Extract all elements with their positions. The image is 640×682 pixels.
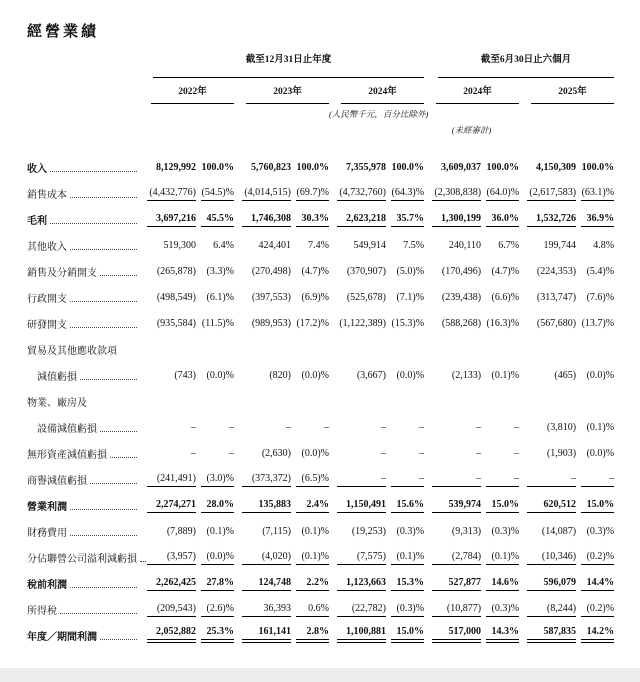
value-cell: 596,079 — [519, 565, 576, 591]
units-note-row — [27, 104, 614, 119]
percent-cell: – — [419, 448, 425, 460]
row-label-text: 無形資產減值虧損 — [27, 450, 107, 462]
value-cell: 587,835 — [519, 617, 576, 643]
table-row — [27, 539, 614, 565]
percent-cell: (0.0)% — [396, 370, 425, 382]
value-cell: (525,678) — [346, 292, 386, 304]
value-cell: – — [191, 422, 196, 434]
percent-cell: – — [481, 461, 519, 487]
percent-cell: 2.2% — [291, 565, 329, 591]
value-cell: (239,438) — [441, 292, 482, 304]
percent-cell: (64.0)% — [481, 175, 519, 201]
value-cell: 620,512 — [519, 487, 576, 513]
row-label-text: 收入 — [27, 164, 47, 176]
table-row — [27, 435, 614, 461]
percent-cell: (5.0)% — [396, 266, 425, 278]
percent-cell: (7.1)% — [396, 292, 425, 304]
row-label — [27, 383, 614, 409]
value-cell: (397,553) — [251, 292, 291, 304]
column-group-row — [27, 55, 614, 78]
year-header-2023: 2023年 — [234, 78, 329, 104]
percent-cell: 36.0% — [481, 201, 519, 227]
table-body — [27, 149, 614, 643]
percent-cell: (0.3)% — [481, 591, 519, 617]
value-cell: (743) — [174, 370, 196, 382]
percent-cell: (0.1)% — [206, 526, 234, 538]
row-label — [27, 565, 139, 591]
percent-cell: (0.1)% — [291, 539, 329, 565]
dot-leader — [100, 275, 137, 276]
value-cell: (241,491) — [139, 461, 196, 487]
percent-cell: 25.3% — [196, 617, 234, 643]
percent-cell: (0.2)% — [576, 539, 614, 565]
table-row — [27, 227, 614, 253]
spacer-cell — [27, 135, 614, 149]
percent-cell: (69.7)% — [291, 175, 329, 201]
label-column-header — [27, 55, 139, 78]
value-cell: 539,974 — [424, 487, 481, 513]
table-row — [27, 461, 614, 487]
units-note-spacer — [27, 104, 329, 119]
operating-results-table — [27, 55, 614, 643]
row-label-text: 商譽減值虧損 — [27, 476, 87, 488]
value-cell: – — [381, 448, 386, 460]
value-cell: (4,020) — [234, 539, 291, 565]
percent-cell: 100.0% — [391, 162, 425, 174]
value-cell: (935,584) — [156, 318, 196, 330]
value-cell: 161,141 — [234, 617, 291, 643]
percent-cell: (11.5)% — [201, 318, 234, 330]
percent-cell: (3.3)% — [206, 266, 234, 278]
value-cell: (370,907) — [346, 266, 386, 278]
value-cell: – — [424, 461, 481, 487]
value-cell: (820) — [269, 370, 291, 382]
value-cell: (4,014,515) — [234, 175, 291, 201]
dot-leader — [70, 535, 137, 536]
value-cell: – — [329, 461, 386, 487]
dot-leader — [60, 613, 137, 614]
dot-leader — [70, 197, 137, 198]
dot-leader — [80, 379, 137, 380]
percent-cell: (6.9)% — [301, 292, 329, 304]
percent-cell: 14.4% — [576, 565, 614, 591]
percent-cell: – — [229, 448, 234, 460]
percent-cell: 6.7% — [498, 240, 520, 252]
units-note: (人民幣千元，百分比除外) — [329, 109, 429, 120]
value-cell: (3,957) — [139, 539, 196, 565]
percent-cell: (0.1)% — [586, 422, 615, 434]
value-cell: 2,052,882 — [139, 617, 196, 643]
percent-cell: (13.7)% — [581, 318, 615, 330]
value-cell: (209,543) — [139, 591, 196, 617]
row-label — [27, 539, 139, 565]
value-cell: (498,549) — [156, 292, 196, 304]
value-cell: – — [519, 461, 576, 487]
percent-cell: (0.1)% — [481, 539, 519, 565]
table-row — [27, 409, 614, 435]
value-cell: 1,300,199 — [424, 201, 481, 227]
value-cell: (3,810) — [546, 422, 577, 434]
percent-cell: 30.3% — [291, 201, 329, 227]
value-cell: (4,732,760) — [329, 175, 386, 201]
value-cell: (7,115) — [262, 526, 291, 538]
percent-cell: 15.3% — [386, 565, 424, 591]
value-cell: (170,496) — [441, 266, 482, 278]
row-label — [27, 487, 139, 513]
unaudited-note-row — [27, 120, 614, 135]
year-header-2022: 2022年 — [139, 78, 234, 104]
percent-cell: 100.0% — [581, 162, 615, 174]
percent-cell: (0.1)% — [386, 539, 424, 565]
value-cell: (588,268) — [441, 318, 482, 330]
value-cell: (10,877) — [424, 591, 481, 617]
percent-cell: (0.0)% — [301, 448, 329, 460]
percent-cell: 15.0% — [481, 487, 519, 513]
percent-cell: (0.0)% — [206, 370, 234, 382]
col-group-interim-label: 截至6月30日止六個月 — [480, 55, 572, 65]
percent-cell: (16.3)% — [486, 318, 520, 330]
value-cell: 7,355,978 — [346, 162, 386, 174]
percent-cell: (4.7)% — [301, 266, 329, 278]
page-title: 經營業績 — [27, 24, 100, 40]
value-cell: (3,667) — [356, 370, 386, 382]
table-row — [27, 331, 614, 357]
value-cell: 240,110 — [448, 240, 482, 252]
row-label-text: 財務費用 — [27, 528, 67, 540]
percent-cell: 36.9% — [576, 201, 614, 227]
value-cell: (224,353) — [536, 266, 577, 278]
row-label-text: 其他收入 — [27, 242, 67, 254]
value-cell: 5,760,823 — [251, 162, 291, 174]
percent-cell: (7.6)% — [586, 292, 615, 304]
row-label — [27, 513, 139, 539]
row-label — [27, 279, 139, 305]
col-group-annual — [139, 55, 424, 78]
row-label-text: 分佔聯營公司溢利減虧損 — [27, 554, 137, 566]
table-row — [27, 175, 614, 201]
year-header-2024-interim: 2024年 — [424, 78, 519, 104]
percent-cell: (0.0)% — [586, 448, 615, 460]
value-cell: 3,697,216 — [139, 201, 196, 227]
value-cell: (2,133) — [451, 370, 482, 382]
row-label-text: 研發開支 — [27, 320, 67, 332]
value-cell: 124,748 — [234, 565, 291, 591]
percent-cell: – — [386, 461, 424, 487]
unaudited-note-spacer-right — [519, 120, 614, 135]
percent-cell: (6.5)% — [291, 461, 329, 487]
percent-cell: 4.8% — [593, 240, 615, 252]
value-cell: – — [191, 448, 196, 460]
percent-cell: (0.3)% — [491, 526, 520, 538]
dot-leader — [100, 639, 137, 640]
row-label-text: 毛利 — [27, 216, 47, 228]
row-label-text: 設備減值虧損 — [37, 424, 97, 436]
table-row — [27, 253, 614, 279]
value-cell: 199,744 — [543, 240, 577, 252]
value-cell: (2,630) — [261, 448, 291, 460]
value-cell: (10,346) — [519, 539, 576, 565]
percent-cell: 45.5% — [196, 201, 234, 227]
percent-cell: 15.0% — [576, 487, 614, 513]
percent-cell: (0.0)% — [586, 370, 615, 382]
dot-leader — [110, 457, 137, 458]
percent-cell: 15.6% — [386, 487, 424, 513]
percent-cell: (15.3)% — [391, 318, 425, 330]
percent-cell: 100.0% — [486, 162, 520, 174]
value-cell: 549,914 — [353, 240, 386, 252]
percent-cell: 14.3% — [481, 617, 519, 643]
table-row — [27, 149, 614, 175]
percent-cell: 14.6% — [481, 565, 519, 591]
percent-cell: (6.1)% — [206, 292, 234, 304]
dot-leader — [90, 483, 137, 484]
value-cell: (989,953) — [251, 318, 291, 330]
percent-cell: (0.3)% — [386, 591, 424, 617]
value-cell: (270,498) — [251, 266, 291, 278]
row-label-text: 銷售及分銷開支 — [27, 268, 97, 280]
dot-leader — [100, 431, 137, 432]
row-label-text: 貿易及其他應收款項 — [27, 346, 117, 358]
row-label-text: 物業、廠房及 — [27, 398, 87, 410]
table-row — [27, 279, 614, 305]
value-cell: 1,123,663 — [329, 565, 386, 591]
percent-cell: (64.3)% — [386, 175, 424, 201]
dot-leader — [140, 561, 146, 562]
label-column-spacer — [27, 78, 139, 104]
value-cell: (8,244) — [519, 591, 576, 617]
percent-cell: (63.1)% — [576, 175, 614, 201]
table-row — [27, 617, 614, 643]
percent-cell: (5.4)% — [586, 266, 615, 278]
percent-cell: – — [229, 422, 234, 434]
value-cell: 4,150,309 — [536, 162, 577, 174]
value-cell: 424,401 — [258, 240, 291, 252]
percent-cell: 28.0% — [196, 487, 234, 513]
percent-cell: 15.0% — [386, 617, 424, 643]
percent-cell: – — [514, 422, 520, 434]
row-label — [27, 461, 139, 487]
percent-cell: 6.4% — [213, 240, 234, 252]
row-label — [27, 149, 139, 175]
value-cell: (1,903) — [546, 448, 577, 460]
value-cell: (9,313) — [451, 526, 482, 538]
percent-cell: 14.2% — [576, 617, 614, 643]
row-label-text: 所得稅 — [27, 606, 57, 618]
value-cell: – — [476, 422, 482, 434]
row-label — [27, 253, 139, 279]
value-cell: 3,609,037 — [441, 162, 482, 174]
dot-leader — [70, 301, 137, 302]
value-cell: 8,129,992 — [156, 162, 196, 174]
value-cell: (2,308,838) — [424, 175, 481, 201]
col-group-interim — [424, 55, 614, 78]
value-cell: (373,372) — [234, 461, 291, 487]
header-body-spacer — [27, 135, 614, 149]
row-label — [27, 409, 139, 435]
value-cell: (2,617,583) — [519, 175, 576, 201]
percent-cell: 2.4% — [291, 487, 329, 513]
row-label — [27, 227, 139, 253]
percent-cell: (0.2)% — [576, 591, 614, 617]
percent-cell: 27.8% — [196, 565, 234, 591]
percent-cell: 100.0% — [201, 162, 234, 174]
value-cell: 36,393 — [234, 591, 291, 617]
percent-cell: (0.1)% — [301, 526, 329, 538]
percent-cell: 2.8% — [291, 617, 329, 643]
value-cell: (1,122,389) — [339, 318, 386, 330]
dot-leader — [50, 223, 137, 224]
value-cell: (567,680) — [536, 318, 577, 330]
value-cell: (22,782) — [329, 591, 386, 617]
table-row — [27, 513, 614, 539]
percent-cell: (2.6)% — [196, 591, 234, 617]
value-cell: 1,150,491 — [329, 487, 386, 513]
value-cell: (7,889) — [166, 526, 196, 538]
value-cell: 517,000 — [424, 617, 481, 643]
percent-cell: (0.0)% — [196, 539, 234, 565]
percent-cell: – — [324, 422, 329, 434]
value-cell: (14,087) — [541, 526, 577, 538]
dot-leader — [70, 509, 137, 510]
dot-leader — [70, 327, 137, 328]
table-row — [27, 201, 614, 227]
value-cell: 2,623,218 — [329, 201, 386, 227]
table-row — [27, 383, 614, 409]
percent-cell: 0.6% — [291, 591, 329, 617]
value-cell: 527,877 — [424, 565, 481, 591]
unaudited-note: (未經審計) — [451, 124, 492, 135]
row-label — [27, 357, 139, 383]
table-row — [27, 565, 614, 591]
percent-cell: 7.5% — [403, 240, 425, 252]
value-cell: (265,878) — [156, 266, 196, 278]
percent-cell: (0.3)% — [586, 526, 615, 538]
unaudited-note-spacer — [27, 120, 424, 135]
dot-leader — [70, 249, 137, 250]
value-cell: 135,883 — [234, 487, 291, 513]
value-cell: (19,253) — [351, 526, 386, 538]
row-label — [27, 305, 139, 331]
percent-cell: (0.0)% — [301, 370, 329, 382]
year-header-2025-interim: 2025年 — [519, 78, 614, 104]
value-cell: – — [476, 448, 482, 460]
row-label-text: 減值虧損 — [37, 372, 77, 384]
row-label — [27, 435, 139, 461]
page-edge — [0, 668, 640, 682]
table-row — [27, 357, 614, 383]
value-cell: – — [381, 422, 386, 434]
year-header-2024: 2024年 — [329, 78, 424, 104]
row-label — [27, 591, 139, 617]
year-header-row — [27, 78, 614, 104]
percent-cell: – — [419, 422, 425, 434]
value-cell: (465) — [554, 370, 577, 382]
row-label — [27, 175, 139, 201]
table-row — [27, 305, 614, 331]
units-note-spacer-right — [424, 104, 614, 119]
value-cell: – — [286, 422, 291, 434]
row-label — [27, 201, 139, 227]
row-label-text: 年度／期間利潤 — [27, 632, 97, 644]
value-cell: 1,100,881 — [329, 617, 386, 643]
value-cell: (313,747) — [536, 292, 577, 304]
percent-cell: 35.7% — [386, 201, 424, 227]
value-cell: 2,262,425 — [139, 565, 196, 591]
col-group-annual-label: 截至12月31日止年度 — [245, 55, 332, 65]
percent-cell: 7.4% — [308, 240, 329, 252]
value-cell: 1,532,726 — [519, 201, 576, 227]
percent-cell: (4.7)% — [491, 266, 520, 278]
value-cell: (4,432,776) — [139, 175, 196, 201]
percent-cell: – — [514, 448, 520, 460]
value-cell: 1,746,308 — [234, 201, 291, 227]
percent-cell: (54.5)% — [196, 175, 234, 201]
percent-cell: – — [576, 461, 614, 487]
table-row — [27, 487, 614, 513]
row-label-text: 行政開支 — [27, 294, 67, 306]
table-header — [27, 55, 614, 149]
dot-leader — [50, 171, 137, 172]
row-label-text: 銷售成本 — [27, 190, 67, 202]
percent-cell: (0.3)% — [396, 526, 425, 538]
percent-cell: (17.2)% — [296, 318, 329, 330]
value-cell: 519,300 — [163, 240, 196, 252]
row-label — [27, 331, 614, 357]
table-row — [27, 591, 614, 617]
percent-cell: 100.0% — [296, 162, 329, 174]
row-label-text: 營業利潤 — [27, 502, 67, 514]
percent-cell: (3.0)% — [196, 461, 234, 487]
value-cell: (7,575) — [329, 539, 386, 565]
dot-leader — [70, 587, 137, 588]
value-cell: (2,784) — [424, 539, 481, 565]
row-label-text: 稅前利潤 — [27, 580, 67, 592]
value-cell: 2,274,271 — [139, 487, 196, 513]
percent-cell: (0.1)% — [491, 370, 520, 382]
row-label — [27, 617, 139, 643]
percent-cell: (6.6)% — [491, 292, 520, 304]
